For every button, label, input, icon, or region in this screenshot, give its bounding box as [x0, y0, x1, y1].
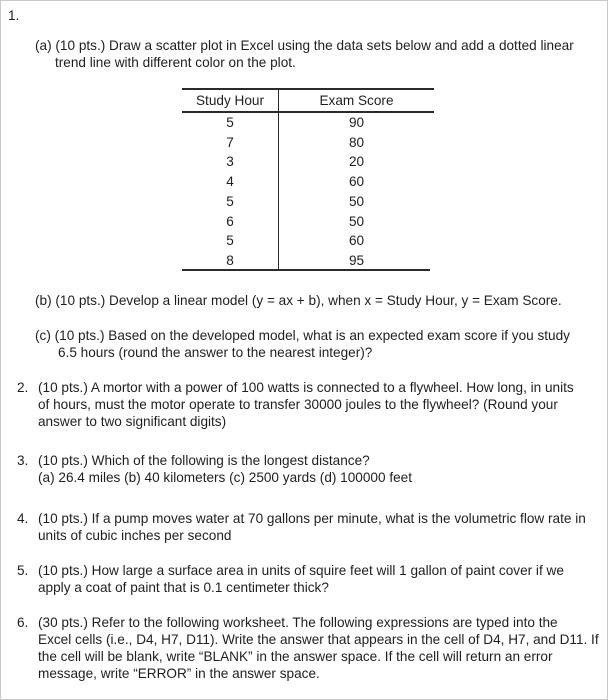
- table-row: [182, 193, 434, 213]
- question-3-number: 3.: [17, 453, 29, 468]
- question-2-number: 2.: [17, 380, 29, 395]
- table-top-rule: [182, 88, 434, 90]
- table-cell-exam-score: 90: [348, 115, 365, 130]
- table-row: [182, 232, 434, 252]
- table-row: [182, 213, 434, 233]
- table-cell-study-hour: 4: [226, 174, 234, 190]
- question-6-line-4: message, write “ERROR” in the answer space.: [38, 666, 320, 681]
- table-row: [182, 114, 434, 134]
- table-cell-exam-score: 95: [348, 252, 365, 268]
- table-cell-study-hour: 7: [226, 134, 234, 150]
- question-5-line-1: (10 pts.) How large a surface area in units of squire feet will 1 gallon of paint cover if we: [38, 563, 564, 578]
- table-header-rule: [182, 111, 434, 113]
- table-cell-exam-score: 50: [348, 193, 365, 209]
- question-2-line-3: answer to two significant digits): [38, 414, 227, 429]
- question-4-text: [38, 510, 586, 544]
- table-cell-exam-score: 60: [348, 233, 365, 249]
- table-cell-study-hour: 5: [226, 115, 234, 130]
- question-3-text: [38, 452, 412, 486]
- table-cell-study-hour: 3: [226, 154, 234, 170]
- question-6-line-1: (30 pts.) Refer to the following worksheet. The following expressions are typed into the: [38, 615, 558, 630]
- question-5-number: 5.: [17, 563, 29, 578]
- table-cell-study-hour: 6: [226, 213, 234, 229]
- question-1c-line-2: 6.5 hours (round the answer to the nearest integer)?: [58, 345, 373, 360]
- table-cell-exam-score: 60: [348, 174, 365, 190]
- table-header-study-hour: Study Hour: [195, 93, 264, 108]
- question-6-line-2: Excel cells (i.e., D4, H7, D11). Write the answer that appears in the cell of D4, H7, and D11. If: [38, 632, 599, 647]
- question-5-line-2: apply a coat of paint that is 0.1 centimeter thick?: [38, 580, 329, 595]
- question-6-line-3: the cell will be blank, write “BLANK” in the answer space. If the cell will return an error: [38, 649, 553, 664]
- question-4-number: 4.: [17, 511, 29, 526]
- question-2-line-1: (10 pts.) A mortor with a power of 100 watts is connected to a flywheel. How long, in units: [38, 380, 574, 395]
- question-4-line-1: (10 pts.) If a pump moves water at 70 gallons per minute, what is the volumetric flow rate in: [38, 511, 586, 526]
- question-1c-line-1: (c) (10 pts.) Based on the developed model, what is an expected exam score if you study: [35, 328, 570, 343]
- table-cell-exam-score: 80: [348, 134, 365, 150]
- question-1a-line-2: trend line with different color on the plot.: [55, 55, 296, 70]
- question-4-line-2: units of cubic inches per second: [38, 528, 232, 543]
- table-cell-study-hour: 5: [226, 193, 234, 209]
- question-1b-text: (b) (10 pts.) Develop a linear model (y = ax + b), when x = Study Hour, y = Exam Score.: [35, 293, 562, 308]
- table-row: [182, 173, 434, 193]
- table-cell-exam-score: 20: [348, 154, 365, 170]
- question-2-line-2: of hours, must the motor operate to transfer 30000 joules to the flywheel? (Round your: [38, 397, 558, 412]
- table-header-exam-score: Exam Score: [319, 93, 394, 108]
- question-2-text: [38, 379, 574, 430]
- table-row: [182, 134, 434, 154]
- table-bottom-rule: [182, 269, 430, 271]
- question-1a-line-1: (a) (10 pts.) Draw a scatter plot in Excel using the data sets below and add a dotted linear: [35, 38, 574, 53]
- question-6-number: 6.: [17, 615, 29, 630]
- question-6-text: [38, 614, 599, 682]
- question-3-line-1: (10 pts.) Which of the following is the longest distance?: [38, 453, 370, 468]
- table-cell-exam-score: 50: [348, 213, 365, 229]
- question-5-text: [38, 562, 564, 596]
- question-3-line-2: (a) 26.4 miles (b) 40 kilometers (c) 2500 yards (d) 100000 feet: [38, 470, 412, 485]
- table-cell-study-hour: 8: [226, 252, 234, 268]
- table-row: [182, 153, 434, 173]
- table-cell-study-hour: 5: [226, 233, 234, 249]
- question-1-number: 1.: [8, 8, 20, 23]
